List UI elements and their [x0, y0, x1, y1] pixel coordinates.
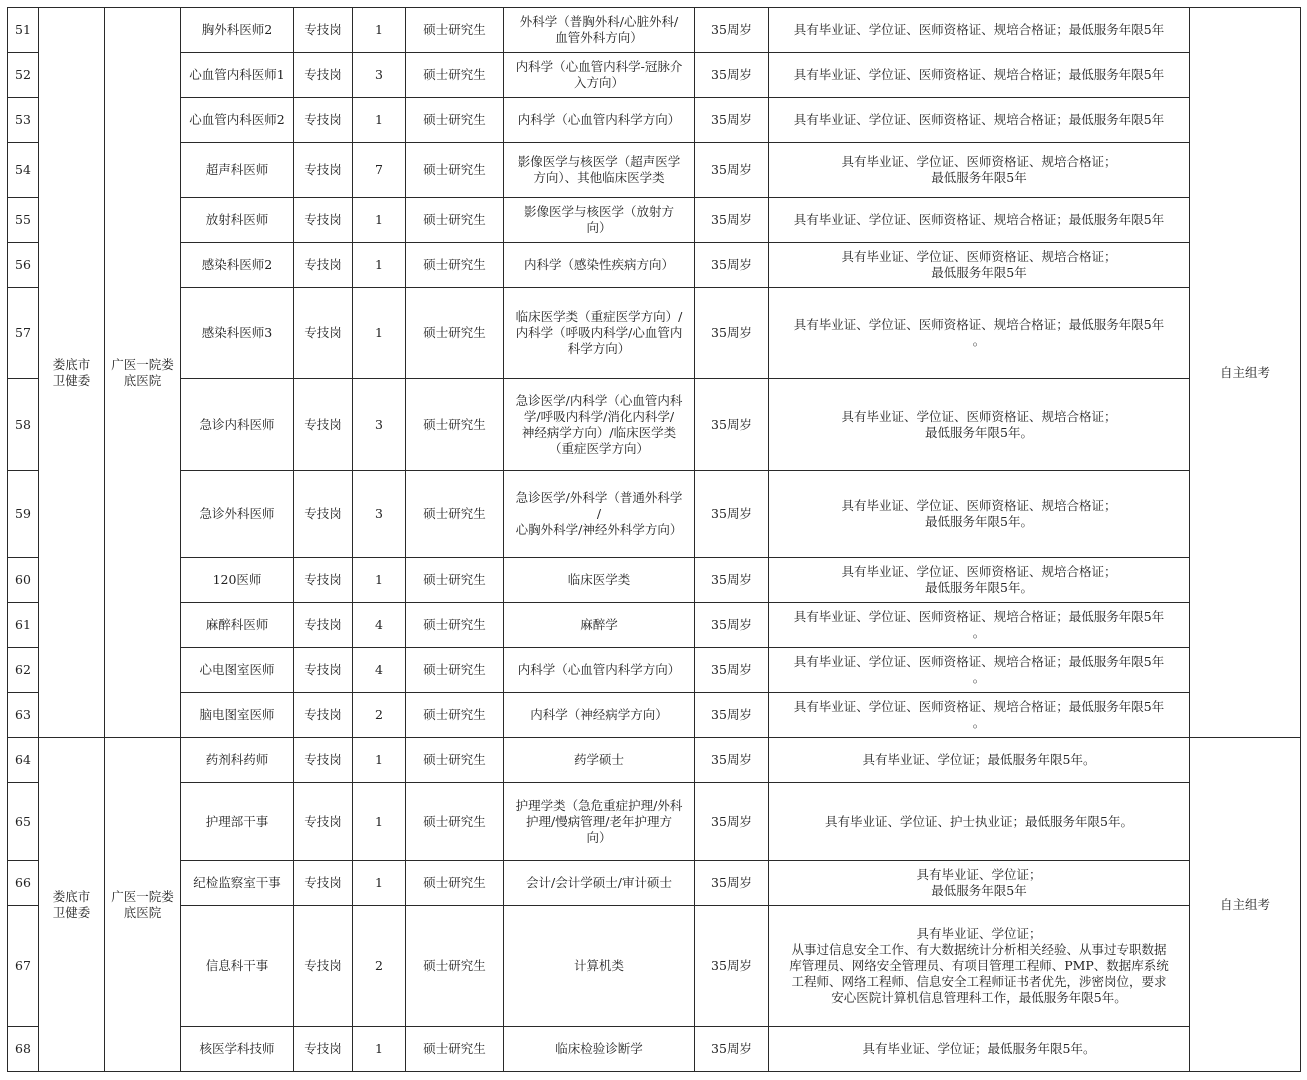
table-row — [8, 379, 1301, 471]
position-type: 专技岗 — [294, 648, 353, 693]
age-limit: 35周岁 — [695, 8, 769, 53]
major-requirement: 急诊医学/外科学（普通外科学 / 心胸外科学/神经外科学方向） — [504, 471, 695, 558]
age-limit: 35周岁 — [695, 693, 769, 738]
table-row — [8, 143, 1301, 198]
hire-count: 1 — [353, 288, 406, 379]
education-level: 硕士研究生 — [406, 288, 504, 379]
other-requirements: 具有毕业证、学位证、医师资格证、规培合格证；最低服务年限5年 。 — [769, 603, 1190, 648]
other-requirements: 具有毕业证、学位证、医师资格证、规培合格证；最低服务年限5年 — [769, 98, 1190, 143]
position-name: 放射科医师 — [181, 198, 294, 243]
age-limit: 35周岁 — [695, 198, 769, 243]
age-limit: 35周岁 — [695, 1027, 769, 1072]
education-level: 硕士研究生 — [406, 693, 504, 738]
position-name: 心血管内科医师2 — [181, 98, 294, 143]
row-number: 57 — [8, 288, 39, 379]
hire-count: 1 — [353, 243, 406, 288]
major-requirement: 内科学（心血管内科学方向） — [504, 648, 695, 693]
row-number: 51 — [8, 8, 39, 53]
row-number: 68 — [8, 1027, 39, 1072]
position-name: 感染科医师3 — [181, 288, 294, 379]
row-number: 61 — [8, 603, 39, 648]
position-name: 急诊外科医师 — [181, 471, 294, 558]
other-requirements: 具有毕业证、学位证； 最低服务年限5年 — [769, 861, 1190, 906]
other-requirements: 具有毕业证、学位证、医师资格证、规培合格证；最低服务年限5年 。 — [769, 693, 1190, 738]
major-requirement: 急诊医学/内科学（心血管内科 学/呼吸内科学/消化内科学/ 神经病学方向）/临床医学类 （重症医学方向） — [504, 379, 695, 471]
table-row — [8, 558, 1301, 603]
education-level: 硕士研究生 — [406, 558, 504, 603]
age-limit: 35周岁 — [695, 648, 769, 693]
position-type: 专技岗 — [294, 288, 353, 379]
education-level: 硕士研究生 — [406, 379, 504, 471]
row-number: 53 — [8, 98, 39, 143]
position-type: 专技岗 — [294, 693, 353, 738]
other-requirements: 具有毕业证、学位证、医师资格证、规培合格证；最低服务年限5年 — [769, 198, 1190, 243]
major-requirement: 内科学（心血管内科学-冠脉介 入方向） — [504, 53, 695, 98]
row-number: 56 — [8, 243, 39, 288]
hiring-authority: 娄底市 卫健委 — [39, 738, 105, 1072]
hire-count: 1 — [353, 861, 406, 906]
education-level: 硕士研究生 — [406, 861, 504, 906]
table-row — [8, 198, 1301, 243]
position-name: 麻醉科医师 — [181, 603, 294, 648]
row-number: 59 — [8, 471, 39, 558]
major-requirement: 外科学（普胸外科/心脏外科/ 血管外科方向） — [504, 8, 695, 53]
table-body — [8, 8, 1301, 1072]
position-name: 核医学科技师 — [181, 1027, 294, 1072]
education-level: 硕士研究生 — [406, 53, 504, 98]
position-name: 急诊内科医师 — [181, 379, 294, 471]
table-row — [8, 288, 1301, 379]
major-requirement: 内科学（心血管内科学方向） — [504, 98, 695, 143]
table-row — [8, 243, 1301, 288]
other-requirements: 具有毕业证、学位证、医师资格证、规培合格证； 最低服务年限5年。 — [769, 558, 1190, 603]
hiring-authority: 娄底市 卫健委 — [39, 8, 105, 738]
position-type: 专技岗 — [294, 471, 353, 558]
education-level: 硕士研究生 — [406, 783, 504, 861]
hire-count: 3 — [353, 471, 406, 558]
hire-count: 3 — [353, 53, 406, 98]
education-level: 硕士研究生 — [406, 8, 504, 53]
hire-count: 2 — [353, 693, 406, 738]
row-number: 58 — [8, 379, 39, 471]
age-limit: 35周岁 — [695, 783, 769, 861]
position-type: 专技岗 — [294, 98, 353, 143]
major-requirement: 护理学类（急危重症护理/外科 护理/慢病管理/老年护理方 向） — [504, 783, 695, 861]
major-requirement: 影像医学与核医学（放射方 向） — [504, 198, 695, 243]
education-level: 硕士研究生 — [406, 143, 504, 198]
education-level: 硕士研究生 — [406, 198, 504, 243]
table-row — [8, 693, 1301, 738]
position-name: 纪检监察室干事 — [181, 861, 294, 906]
other-requirements: 具有毕业证、学位证、医师资格证、规培合格证；最低服务年限5年 — [769, 53, 1190, 98]
hire-count: 3 — [353, 379, 406, 471]
age-limit: 35周岁 — [695, 98, 769, 143]
age-limit: 35周岁 — [695, 558, 769, 603]
row-number: 65 — [8, 783, 39, 861]
hire-count: 7 — [353, 143, 406, 198]
table-row — [8, 471, 1301, 558]
table-row — [8, 783, 1301, 861]
position-name: 超声科医师 — [181, 143, 294, 198]
age-limit: 35周岁 — [695, 143, 769, 198]
major-requirement: 麻醉学 — [504, 603, 695, 648]
table-row — [8, 648, 1301, 693]
position-type: 专技岗 — [294, 906, 353, 1027]
table-row — [8, 603, 1301, 648]
age-limit: 35周岁 — [695, 738, 769, 783]
hire-count: 1 — [353, 738, 406, 783]
other-requirements: 具有毕业证、学位证、医师资格证、规培合格证；最低服务年限5年 — [769, 8, 1190, 53]
position-type: 专技岗 — [294, 738, 353, 783]
position-type: 专技岗 — [294, 1027, 353, 1072]
age-limit: 35周岁 — [695, 861, 769, 906]
row-number: 62 — [8, 648, 39, 693]
row-number: 67 — [8, 906, 39, 1027]
education-level: 硕士研究生 — [406, 243, 504, 288]
table-row — [8, 98, 1301, 143]
major-requirement: 计算机类 — [504, 906, 695, 1027]
age-limit: 35周岁 — [695, 471, 769, 558]
position-name: 信息科干事 — [181, 906, 294, 1027]
age-limit: 35周岁 — [695, 603, 769, 648]
major-requirement: 内科学（感染性疾病方向） — [504, 243, 695, 288]
education-level: 硕士研究生 — [406, 98, 504, 143]
hire-count: 1 — [353, 558, 406, 603]
recruitment-table — [7, 7, 1301, 1072]
major-requirement: 药学硕士 — [504, 738, 695, 783]
other-requirements: 具有毕业证、学位证；最低服务年限5年。 — [769, 1027, 1190, 1072]
age-limit: 35周岁 — [695, 379, 769, 471]
major-requirement: 会计/会计学硕士/审计硕士 — [504, 861, 695, 906]
position-type: 专技岗 — [294, 53, 353, 98]
hiring-unit: 广医一院娄 底医院 — [105, 738, 181, 1072]
age-limit: 35周岁 — [695, 906, 769, 1027]
position-name: 120医师 — [181, 558, 294, 603]
position-type: 专技岗 — [294, 243, 353, 288]
other-requirements: 具有毕业证、学位证、医师资格证、规培合格证； 最低服务年限5年。 — [769, 379, 1190, 471]
table-row — [8, 906, 1301, 1027]
position-type: 专技岗 — [294, 603, 353, 648]
education-level: 硕士研究生 — [406, 1027, 504, 1072]
position-name: 心血管内科医师1 — [181, 53, 294, 98]
other-requirements: 具有毕业证、学位证、医师资格证、规培合格证； 最低服务年限5年 — [769, 243, 1190, 288]
major-requirement: 临床检验诊断学 — [504, 1027, 695, 1072]
education-level: 硕士研究生 — [406, 906, 504, 1027]
row-number: 64 — [8, 738, 39, 783]
row-number: 55 — [8, 198, 39, 243]
row-number: 63 — [8, 693, 39, 738]
position-name: 药剂科药师 — [181, 738, 294, 783]
exam-method: 自主组考 — [1190, 8, 1301, 738]
position-type: 专技岗 — [294, 861, 353, 906]
other-requirements: 具有毕业证、学位证、医师资格证、规培合格证； 最低服务年限5年。 — [769, 471, 1190, 558]
hire-count: 1 — [353, 783, 406, 861]
hire-count: 1 — [353, 198, 406, 243]
education-level: 硕士研究生 — [406, 603, 504, 648]
position-type: 专技岗 — [294, 558, 353, 603]
other-requirements: 具有毕业证、学位证、护士执业证；最低服务年限5年。 — [769, 783, 1190, 861]
hire-count: 1 — [353, 1027, 406, 1072]
position-name: 脑电图室医师 — [181, 693, 294, 738]
other-requirements: 具有毕业证、学位证、医师资格证、规培合格证；最低服务年限5年 。 — [769, 288, 1190, 379]
position-name: 护理部干事 — [181, 783, 294, 861]
position-type: 专技岗 — [294, 379, 353, 471]
major-requirement: 临床医学类（重症医学方向）/ 内科学（呼吸内科学/心血管内 科学方向） — [504, 288, 695, 379]
table-row — [8, 8, 1301, 53]
position-type: 专技岗 — [294, 8, 353, 53]
other-requirements: 具有毕业证、学位证；最低服务年限5年。 — [769, 738, 1190, 783]
row-number: 66 — [8, 861, 39, 906]
other-requirements: 具有毕业证、学位证、医师资格证、规培合格证； 最低服务年限5年 — [769, 143, 1190, 198]
position-type: 专技岗 — [294, 783, 353, 861]
position-name: 感染科医师2 — [181, 243, 294, 288]
education-level: 硕士研究生 — [406, 738, 504, 783]
position-name: 心电图室医师 — [181, 648, 294, 693]
age-limit: 35周岁 — [695, 53, 769, 98]
position-name: 胸外科医师2 — [181, 8, 294, 53]
table-row — [8, 1027, 1301, 1072]
major-requirement: 内科学（神经病学方向） — [504, 693, 695, 738]
row-number: 52 — [8, 53, 39, 98]
exam-method: 自主组考 — [1190, 738, 1301, 1072]
position-type: 专技岗 — [294, 143, 353, 198]
row-number: 54 — [8, 143, 39, 198]
hire-count: 1 — [353, 98, 406, 143]
education-level: 硕士研究生 — [406, 648, 504, 693]
other-requirements: 具有毕业证、学位证； 从事过信息安全工作、有大数据统计分析相关经验、从事过专职数据 库管理员、网络安全管理员、有项目管理工程师、PMP、数据库系统 工程师、网络工程师、信息安全工程师证书者优先，涉密岗位，要求 安心医院计算机信息管理科工作，最低服务年限5年。 — [769, 906, 1190, 1027]
other-requirements: 具有毕业证、学位证、医师资格证、规培合格证；最低服务年限5年 。 — [769, 648, 1190, 693]
major-requirement: 影像医学与核医学（超声医学 方向）、其他临床医学类 — [504, 143, 695, 198]
table-row — [8, 738, 1301, 783]
education-level: 硕士研究生 — [406, 471, 504, 558]
hire-count: 1 — [353, 8, 406, 53]
major-requirement: 临床医学类 — [504, 558, 695, 603]
table-row — [8, 861, 1301, 906]
hiring-unit: 广医一院娄 底医院 — [105, 8, 181, 738]
hire-count: 2 — [353, 906, 406, 1027]
age-limit: 35周岁 — [695, 243, 769, 288]
position-type: 专技岗 — [294, 198, 353, 243]
hire-count: 4 — [353, 603, 406, 648]
row-number: 60 — [8, 558, 39, 603]
hire-count: 4 — [353, 648, 406, 693]
age-limit: 35周岁 — [695, 288, 769, 379]
table-row — [8, 53, 1301, 98]
